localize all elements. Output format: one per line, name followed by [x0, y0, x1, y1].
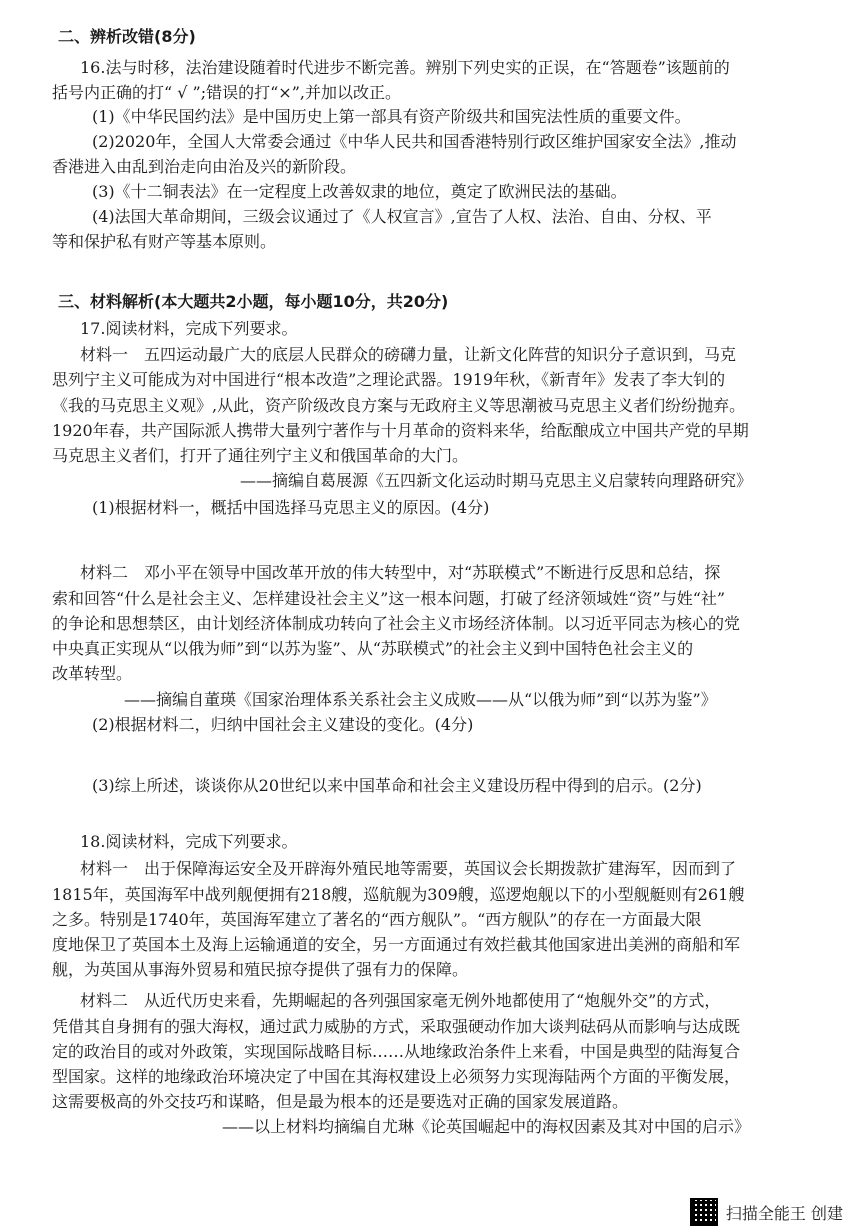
q17-question-3: (3)综上所述，谈谈你从20世纪以来中国革命和社会主义建设历程中得到的启示。(2分) — [92, 776, 702, 795]
q16-item-1: (1)《中华民国约法》是中国历史上第一部具有资产阶级共和国宪法性质的重要文件。 — [92, 107, 691, 126]
q18-material2-line: 材料二 从近代历史来看，先期崛起的各列强国家毫无例外地都使用了“炮舰外交”的方式， — [80, 991, 721, 1010]
q16-item-4-line1: (4)法国大革命期间，三级会议通过了《人权宣言》,宣告了人权、法治、自由、分权、平 — [92, 207, 712, 226]
q18-material2-line: 凭借其自身拥有的强大海权，通过武力威胁的方式，采取强硬动作加大谈判砝码从而影响与达成既 — [52, 1017, 741, 1036]
q18-material2-line: 定的政治目的或对外政策，实现国际战略目标……从地缘政治条件上来看，中国是典型的陆海复合 — [52, 1042, 741, 1061]
qr-code-icon — [690, 1198, 718, 1226]
q17-question-1: (1)根据材料一，概括中国选择马克思主义的原因。(4分) — [92, 498, 490, 517]
q16-item-2-line2: 香港进入由乱到治走向由治及兴的新阶段。 — [52, 157, 357, 176]
q17-question-2: (2)根据材料二，归纳中国社会主义建设的变化。(4分) — [92, 715, 474, 734]
q16-stem-line1: 16.法与时移，法治建设随着时代进步不断完善。辨别下列史实的正误，在“答题卷”该题前的 — [80, 58, 730, 77]
q16-stem-line2: 括号内正确的打“ √ ”;错误的打“×”,并加以改正。 — [52, 83, 401, 102]
q16-item-3: (3)《十二铜表法》在一定程度上改善奴隶的地位，奠定了欧洲民法的基础。 — [92, 182, 627, 201]
q18-material2-line: 型国家。这样的地缘政治环境决定了中国在其海权建设上必须努力实现海陆两个方面的平衡发展， — [52, 1067, 741, 1086]
q17-material1-source: ——摘编自葛展源《五四新文化运动时期马克思主义启蒙转向理路研究》 — [240, 471, 753, 490]
q16-item-4-line2: 等和保护私有财产等基本原则。 — [52, 232, 277, 251]
q18-material2-line: 这需要极高的外交技巧和谋略，但是最为根本的还是要选对正确的国家发展道路。 — [52, 1092, 629, 1111]
q17-material2-line: 中央真正实现从“以俄为师”到“以苏为鉴”、从“苏联模式”的社会主义到中国特色社会主义的 — [52, 639, 694, 658]
section-3-heading: 三、材料解析(本大题共2小题，每小题10分，共20分) — [58, 292, 449, 311]
q17-material1-line: 材料一 五四运动最广大的底层人民群众的磅礴力量，让新文化阵营的知识分子意识到，马克 — [80, 345, 737, 364]
q17-material1-line: 马克思主义者们，打开了通往列宁主义和俄国革命的大门。 — [52, 446, 469, 465]
q17-material2-source: ——摘编自董瑛《国家治理体系关系社会主义成败——从“以俄为师”到“以苏为鉴”》 — [124, 690, 717, 709]
q18-intro: 18.阅读材料，完成下列要求。 — [80, 832, 298, 851]
scanner-watermark — [690, 1198, 843, 1226]
q16-item-2-line1: (2)2020年，全国人大常委会通过《中华人民共和国香港特别行政区维护国家安全法》,推动 — [92, 132, 737, 151]
q17-material2-line: 材料二 邓小平在领导中国改革开放的伟大转型中，对“苏联模式”不断进行反思和总结，探 — [80, 563, 721, 582]
watermark-text: 扫描全能王 创建 — [725, 1203, 843, 1223]
q17-material2-line: 改革转型。 — [52, 664, 133, 683]
q18-material1-line: 1815年，英国海军中战列舰便拥有218艘，巡航舰为309艘，巡逻炮舰以下的小型舰艇则有261艘 — [52, 885, 745, 904]
q18-material1-line: 度地保卫了英国本土及海上运输通道的安全，另一方面通过有效拦截其他国家进出美洲的商船和军 — [52, 935, 741, 954]
q18-material1-line: 舰，为英国从事海外贸易和殖民掠夺提供了强有力的保障。 — [52, 960, 469, 979]
q18-material1-line: 之多。特别是1740年，英国海军建立了著名的“西方舰队”。“西方舰队”的存在一方面最大限 — [52, 910, 702, 929]
q17-material2-line: 的争论和思想禁区，由计划经济体制成功转向了社会主义市场经济体制。以习近平同志为核心的党 — [52, 614, 741, 633]
q17-material2-line: 索和回答“什么是社会主义、怎样建设社会主义”这一根本问题，打破了经济领域姓“资”与姓“社” — [52, 589, 726, 608]
q18-material1-line: 材料一 出于保障海运安全及开辟海外殖民地等需要，英国议会长期拨款扩建海军，因而到了 — [80, 859, 737, 878]
q17-material1-line: 思列宁主义可能成为对中国进行“根本改造”之理论武器。1919年秋，《新青年》发表了李大钊的 — [52, 370, 726, 389]
q17-material1-line: 1920年春，共产国际派人携带大量列宁著作与十月革命的资料来华，给酝酿成立中国共产党的早期 — [52, 421, 749, 440]
section-2-heading: 二、辨析改错(8分) — [58, 27, 196, 46]
q18-source: ——以上材料均摘编自尤琳《论英国崛起中的海权因素及其对中国的启示》 — [222, 1117, 751, 1136]
q17-material1-line: 《我的马克思主义观》,从此，资产阶级改良方案与无政府主义等思潮被马克思主义者们纷纷抛弃。 — [52, 396, 746, 415]
q17-intro: 17.阅读材料，完成下列要求。 — [80, 319, 298, 338]
